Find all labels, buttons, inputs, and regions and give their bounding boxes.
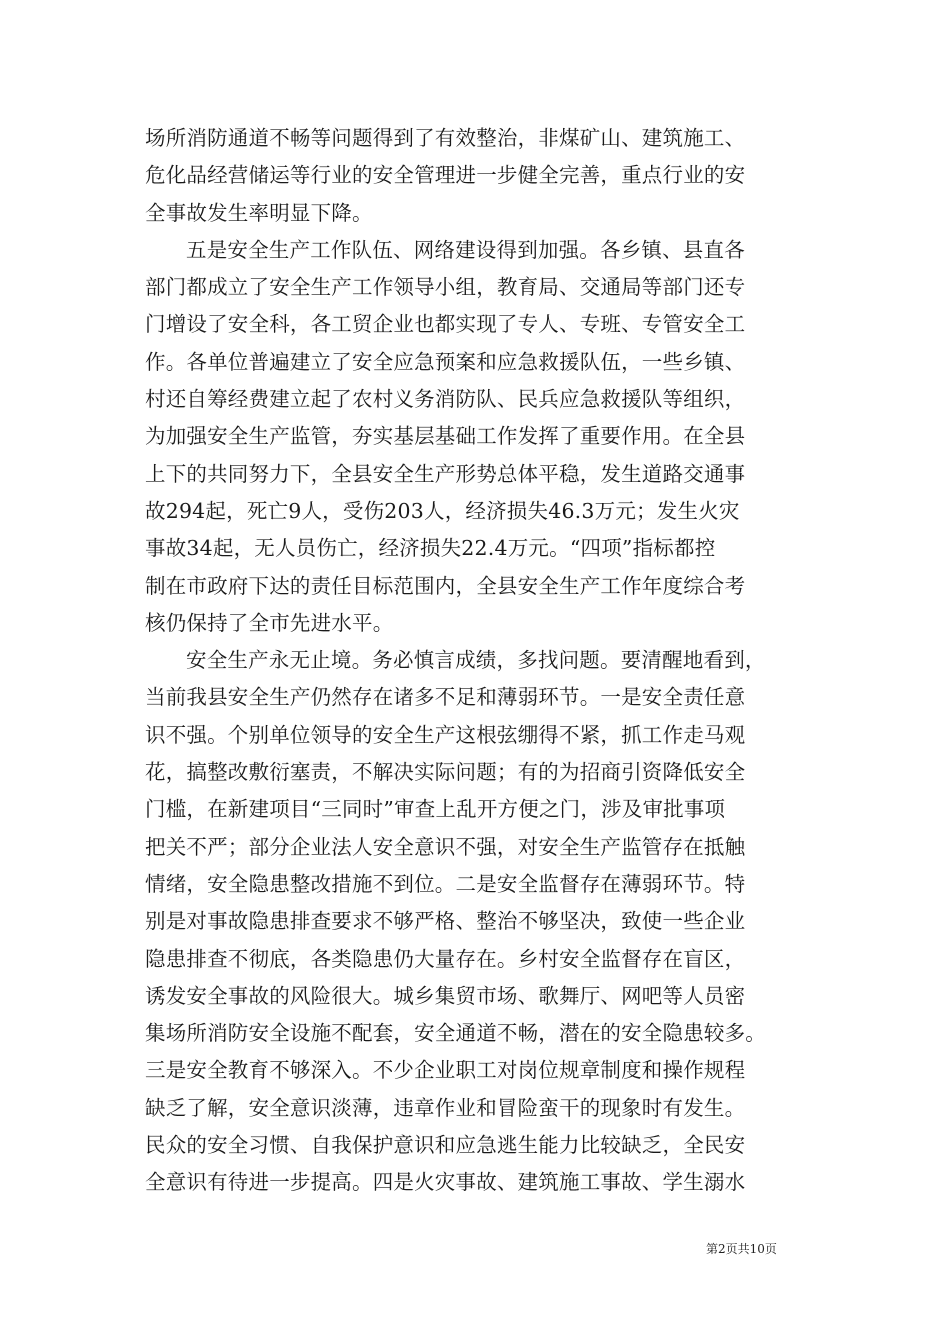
text-line: 上下的共同努力下，全县安全生产形势总体平稳，发生道路交通事 xyxy=(145,461,746,486)
text-line: 当前我县安全生产仍然存在诸多不足和薄弱环节。一是安全责任意 xyxy=(145,685,746,710)
text-line: 隐患排查不彻底，各类隐患仍大量存在。乡村安全监督存在盲区， xyxy=(145,946,746,971)
text-line: 缺乏了解，安全意识淡薄，违章作业和冒险蛮干的现象时有发生。 xyxy=(145,1095,746,1120)
text-line: 三是安全教育不够深入。不少企业职工对岗位规章制度和操作规程 xyxy=(145,1058,746,1083)
text-line: 花，搞整改敷衍塞责，不解决实际问题；有的为招商引资降低安全 xyxy=(145,760,746,785)
text-line: 门槛，在新建项目“三同时”审查上乱开方便之门，涉及审批事项 xyxy=(145,797,726,822)
text-line: 村还自筹经费建立起了农村义务消防队、民兵应急救援队等组织， xyxy=(145,387,746,412)
text-line: 诱发安全事故的风险很大。城乡集贸市场、歌舞厅、网吧等人员密 xyxy=(145,983,746,1008)
paragraph-start-line: 安全生产永无止境。务必慎言成绩，多找问题。要清醒地看到， xyxy=(186,648,766,673)
text-line: 制在市政府下达的责任目标范围内，全县安全生产工作年度综合考 xyxy=(145,573,746,598)
document-body xyxy=(145,120,810,1202)
text-line: 全事故发生率明显下降。 xyxy=(145,200,373,225)
text-line: 事故34起，无人员伤亡，经济损失22.4万元。“四项”指标都控 xyxy=(145,536,716,561)
text-line: 核仍保持了全市先进水平。 xyxy=(145,610,394,635)
text-line: 识不强。个别单位领导的安全生产这根弦绷得不紧，抓工作走马观 xyxy=(145,722,746,747)
paragraph-start-line: 五是安全生产工作队伍、网络建设得到加强。各乡镇、县直各 xyxy=(186,237,745,262)
text-line: 全意识有待进一步提高。四是火灾事故、建筑施工事故、学生溺水 xyxy=(145,1170,746,1195)
page-number: 第2页共10页 xyxy=(706,1242,777,1256)
text-line: 故294起，死亡9人，受伤203人，经济损失46.3万元；发生火灾 xyxy=(145,498,740,523)
text-line: 场所消防通道不畅等问题得到了有效整治，非煤矿山、建筑施工、 xyxy=(145,126,746,150)
text-line: 把关不严；部分企业法人安全意识不强，对安全生产监管存在抵触 xyxy=(145,834,746,859)
text-line: 集场所消防安全设施不配套，安全通道不畅，潜在的安全隐患较多。 xyxy=(145,1021,766,1046)
text-line: 危化品经营储运等行业的安全管理进一步健全完善，重点行业的安 xyxy=(145,163,746,188)
text-line: 民众的安全习惯、自我保护意识和应急逃生能力比较缺乏，全民安 xyxy=(145,1133,746,1158)
text-line: 别是对事故隐患排查要求不够严格、整治不够坚决，致使一些企业 xyxy=(145,909,746,934)
text-line: 门增设了安全科，各工贸企业也都实现了专人、专班、专管安全工 xyxy=(145,312,746,337)
text-line: 为加强安全生产监管，夯实基层基础工作发挥了重要作用。在全县 xyxy=(145,424,746,449)
text-line: 作。各单位普遍建立了安全应急预案和应急救援队伍，一些乡镇、 xyxy=(145,349,746,374)
text-line: 部门都成立了安全生产工作领导小组，教育局、交通局等部门还专 xyxy=(145,275,746,300)
text-line: 情绪，安全隐患整改措施不到位。二是安全监督存在薄弱环节。特 xyxy=(145,871,746,896)
